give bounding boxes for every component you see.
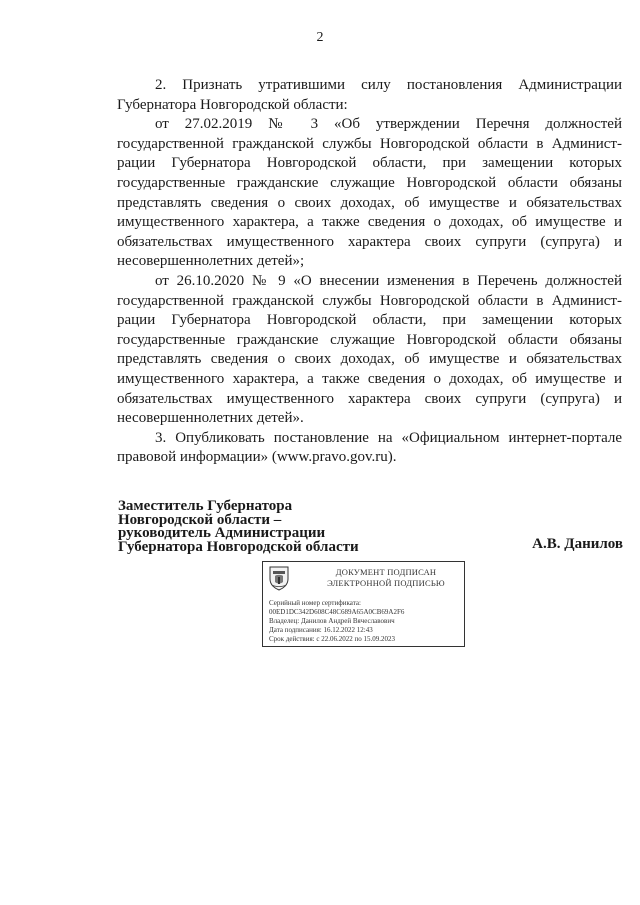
stamp-details: [269, 599, 464, 644]
paragraph-decree-2020: от 26.10.2020 № 9 «О внесении изменения в Перечень должностей государственной гражданской службы Новгородской области в Администрации Губернатора Новгородской области, при замещении которых государственные гражданские служащие Новгородской области обязаны представлять сведения о своих доходах, об имуществе и обязательствах имущественного характера, а также сведения о доходах, об имуществе и обязательствах имущественного характера своих супруги (супруга) и несовершеннолетних детей».: [117, 272, 622, 427]
signatory-name: А.В. Данилов: [532, 536, 623, 552]
signatory-position-line: Новгородской области –: [118, 511, 282, 528]
signing-date: Дата подписания: 16.12.2022 12:43: [269, 626, 373, 634]
paragraph-item-3: 3. Опубликовать постановление на «Официальном интернет-портале правовой информации» (www.pravo.gov.ru).: [117, 429, 622, 466]
paragraph-item-2: 2. Признать утратившими силу постановления Администрации Губернатора Новгородской области:: [117, 77, 622, 113]
signatory-position-line: Губернатора Новгородской области: [118, 538, 359, 555]
electronic-signature-stamp: [262, 561, 465, 647]
certificate-label: Серийный номер сертификата:: [269, 599, 361, 607]
coat-of-arms-icon: [268, 566, 290, 591]
document-body: [117, 76, 622, 468]
paragraph-decree-2019: от 27.02.2019 № 3 «Об утверждении Перечня должностей государственной гражданской службы Новгородской области в Администрации Губернатора Новгородской области, при замещении которых государственные гражданские служащие Новгородской области обязаны представлять сведения о своих доходах, об имуществе и обязательствах имущественного характера, а также сведения о доходах, об имуществе и обязательствах имущественного характера своих супруги (супруга) и несовершеннолетних детей»;: [117, 116, 622, 270]
stamp-title-line: ЭЛЕКТРОННОЙ ПОДПИСЬЮ: [327, 578, 445, 588]
certificate-serial: 00ED1DC342D608C48C689A65A0CB69A2F6: [269, 608, 405, 616]
page-number: 2: [316, 30, 324, 45]
stamp-title: [311, 567, 461, 589]
certificate-owner: Владелец: Данилов Андрей Вячеславович: [269, 617, 395, 625]
validity-period: Срок действия: с 22.06.2022 по 15.09.2023: [269, 635, 395, 643]
signatory-position-line: Заместитель Губернатора: [118, 498, 293, 514]
signatory-position-line: руководитель Администрации: [118, 525, 326, 541]
signature-block: [118, 500, 623, 554]
stamp-title-line: ДОКУМЕНТ ПОДПИСАН: [335, 567, 437, 577]
